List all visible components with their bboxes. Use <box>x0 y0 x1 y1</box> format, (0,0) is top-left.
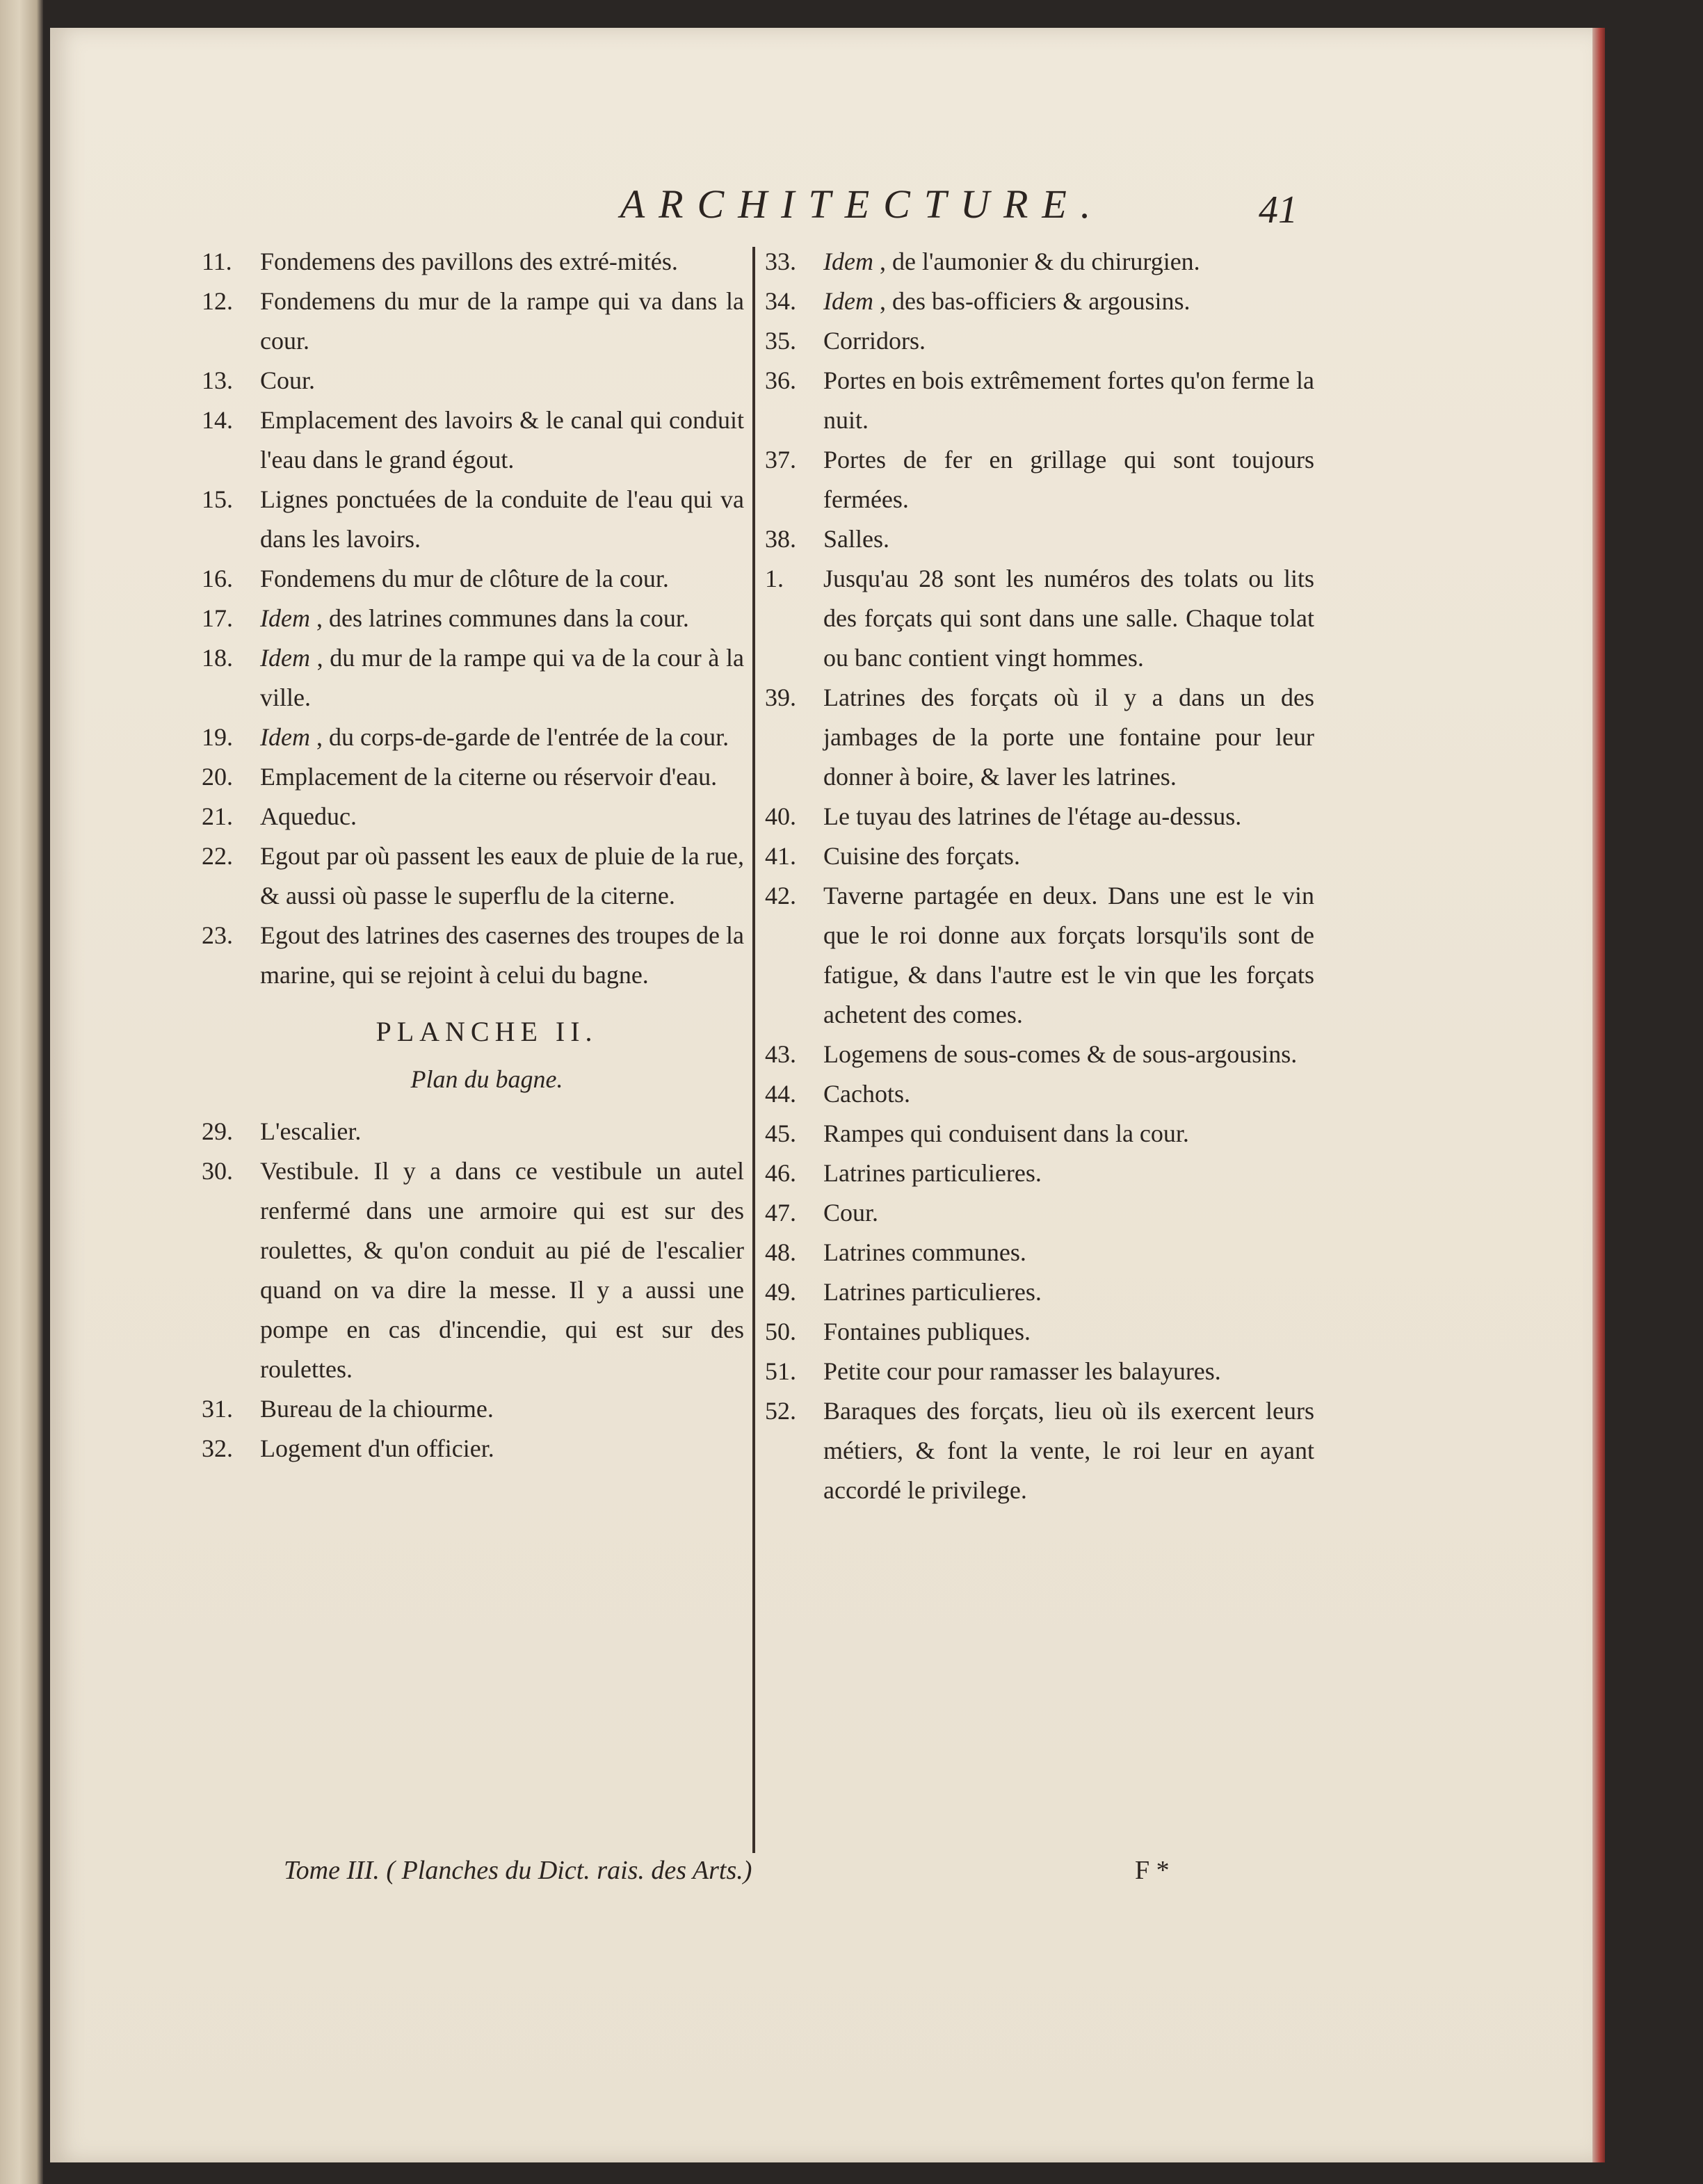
item-body: Fondemens des pavillons des extré-mités. <box>260 248 678 275</box>
list-item <box>202 1112 744 1151</box>
item-body: Latrines particulieres. <box>823 1159 1042 1187</box>
item-number: 39. <box>765 683 796 711</box>
item-number: 19. <box>202 723 233 751</box>
item-number: 46. <box>765 1159 796 1187</box>
list-item <box>765 321 1314 361</box>
item-text <box>260 480 744 559</box>
list-item <box>765 361 1314 440</box>
item-text <box>823 1193 1314 1233</box>
item-lead: Idem <box>823 287 873 315</box>
list-item <box>202 1151 744 1389</box>
item-body: Latrines particulieres. <box>823 1278 1042 1306</box>
item-number: 49. <box>765 1278 796 1306</box>
item-body: , des latrines communes dans la cour. <box>316 604 689 632</box>
item-body: Portes en bois extrêmement fortes qu'on ferme la nuit. <box>823 366 1314 434</box>
item-text <box>823 1074 1314 1114</box>
list-item <box>765 1391 1314 1510</box>
item-body: Petite cour pour ramasser les balayures. <box>823 1357 1221 1385</box>
item-text <box>823 559 1314 678</box>
list-item <box>765 876 1314 1035</box>
item-text <box>823 1233 1314 1272</box>
item-number: 51. <box>765 1357 796 1385</box>
item-body: Cour. <box>260 366 316 394</box>
list-item <box>202 718 744 757</box>
item-lead: Idem <box>260 723 310 751</box>
item-body: L'escalier. <box>260 1117 362 1145</box>
page-number: 41 <box>1259 188 1298 232</box>
item-number: 44. <box>765 1080 796 1108</box>
item-text <box>823 440 1314 519</box>
left-item-list <box>202 242 744 995</box>
item-number: 1. <box>765 565 784 592</box>
list-item <box>765 1114 1314 1154</box>
list-item <box>765 1233 1314 1272</box>
item-number: 31. <box>202 1395 233 1423</box>
item-body: Latrines communes. <box>823 1238 1026 1266</box>
item-text <box>823 797 1314 836</box>
left-column <box>202 242 744 1469</box>
item-text <box>260 401 744 480</box>
item-text <box>260 916 744 995</box>
item-number: 29. <box>202 1117 233 1145</box>
item-text <box>823 836 1314 876</box>
item-body: Emplacement de la citerne ou réservoir d'eau. <box>260 763 718 791</box>
item-text <box>260 1389 744 1429</box>
item-body: Bureau de la chiourme. <box>260 1395 494 1423</box>
list-item <box>202 599 744 638</box>
item-text <box>260 797 744 836</box>
item-body: Egout des latrines des casernes des troupes de la marine, qui se rejoint à celui du bagne. <box>260 921 744 989</box>
item-text <box>260 282 744 361</box>
item-text <box>823 1114 1314 1154</box>
item-text <box>823 1154 1314 1193</box>
item-number: 15. <box>202 485 233 513</box>
item-body: , du mur de la rampe qui va de la cour à la ville. <box>260 644 745 711</box>
list-item <box>765 1193 1314 1233</box>
list-item <box>765 1272 1314 1312</box>
item-number: 50. <box>765 1318 796 1345</box>
signature-mark: F * <box>1135 1856 1170 1885</box>
item-number: 33. <box>765 248 796 275</box>
item-text <box>823 1272 1314 1312</box>
item-body: Logemens de sous-comes & de sous-argousins. <box>823 1040 1298 1068</box>
list-item <box>765 282 1314 321</box>
item-number: 32. <box>202 1434 233 1462</box>
item-body: Corridors. <box>823 327 926 355</box>
list-item <box>202 797 744 836</box>
item-text <box>823 876 1314 1035</box>
list-item <box>202 1429 744 1469</box>
item-body: Taverne partagée en deux. Dans une est le vin que le roi donne aux forçats lorsqu'ils sont de fatigue, & dans l'autre est le vin que les forçats achetent des comes. <box>823 882 1314 1028</box>
item-body: Fondemens du mur de la rampe qui va dans la cour. <box>260 287 744 355</box>
list-item <box>765 1154 1314 1193</box>
item-text <box>823 519 1314 559</box>
item-body: Emplacement des lavoirs & le canal qui conduit l'eau dans le grand égout. <box>260 406 744 474</box>
list-item <box>765 836 1314 876</box>
list-item <box>202 836 744 916</box>
list-item <box>202 480 744 559</box>
right-item-list <box>765 242 1314 1510</box>
item-text <box>260 638 744 718</box>
item-text <box>823 1312 1314 1352</box>
item-body: Vestibule. Il y a dans ce vestibule un autel renfermé dans une armoire qui est sur des roulettes, & qu'on conduit au pié de l'escalier quand on va dire la messe. Il y a aussi une pompe en cas d'incendie, qui est sur des roulettes. <box>260 1157 744 1383</box>
item-number: 38. <box>765 525 796 553</box>
item-number: 37. <box>765 446 796 474</box>
list-item <box>202 757 744 797</box>
item-text <box>260 361 744 401</box>
item-number: 43. <box>765 1040 796 1068</box>
item-number: 14. <box>202 406 233 434</box>
item-number: 30. <box>202 1157 233 1185</box>
item-text <box>260 559 744 599</box>
item-number: 40. <box>765 802 796 830</box>
item-text <box>823 242 1314 282</box>
item-body: Logement d'un officier. <box>260 1434 494 1462</box>
item-text <box>260 718 744 757</box>
item-text <box>260 1151 744 1389</box>
page-header-title: ARCHITECTURE. <box>620 181 1105 227</box>
list-item <box>202 361 744 401</box>
item-body: Lignes ponctuées de la conduite de l'eau qui va dans les lavoirs. <box>260 485 744 553</box>
list-item <box>202 1389 744 1429</box>
item-body: Cachots. <box>823 1080 910 1108</box>
list-item <box>765 519 1314 559</box>
item-body: Portes de fer en grillage qui sont toujours fermées. <box>823 446 1314 513</box>
item-body: Latrines des forçats où il y a dans un des jambages de la porte une fontaine pour leur donner à boire, & laver les latrines. <box>823 683 1314 791</box>
item-number: 23. <box>202 921 233 949</box>
item-text <box>823 1035 1314 1074</box>
item-number: 41. <box>765 842 796 870</box>
item-number: 12. <box>202 287 233 315</box>
item-text <box>260 1429 744 1469</box>
item-text <box>823 361 1314 440</box>
item-number: 48. <box>765 1238 796 1266</box>
list-item <box>202 242 744 282</box>
item-body: , de l'aumonier & du chirurgien. <box>879 248 1200 275</box>
item-body: Salles. <box>823 525 889 553</box>
list-item <box>202 282 744 361</box>
item-number: 16. <box>202 565 233 592</box>
item-text <box>823 321 1314 361</box>
list-item <box>765 1312 1314 1352</box>
left-item-list-2 <box>202 1112 744 1469</box>
item-body: Jusqu'au 28 sont les numéros des tolats ou lits des forçats qui sont dans une salle. Chaque tolat ou banc contient vingt hommes. <box>823 565 1314 672</box>
list-item <box>202 638 744 718</box>
item-number: 35. <box>765 327 796 355</box>
item-body: Cour. <box>823 1199 879 1227</box>
item-number: 47. <box>765 1199 796 1227</box>
list-item <box>202 401 744 480</box>
item-lead: Idem <box>260 604 310 632</box>
list-item <box>202 916 744 995</box>
page-edge <box>1592 28 1605 2162</box>
list-item <box>202 559 744 599</box>
item-body: Fondemens du mur de clôture de la cour. <box>260 565 669 592</box>
list-item <box>765 440 1314 519</box>
item-number: 42. <box>765 882 796 909</box>
list-item <box>765 242 1314 282</box>
item-number: 17. <box>202 604 233 632</box>
item-number: 22. <box>202 842 233 870</box>
item-number: 20. <box>202 763 233 791</box>
item-lead: Idem <box>260 644 310 672</box>
item-number: 21. <box>202 802 233 830</box>
item-body: Baraques des forçats, lieu où ils exercent leurs métiers, & font la vente, le roi leur en ayant accordé le privilege. <box>823 1397 1314 1504</box>
item-text <box>260 836 744 916</box>
item-body: Egout par où passent les eaux de pluie de la rue, & aussi où passe le superflu de la citerne. <box>260 842 744 909</box>
item-lead: Idem <box>823 248 873 275</box>
item-body: Le tuyau des latrines de l'étage au-dessus. <box>823 802 1242 830</box>
item-number: 13. <box>202 366 233 394</box>
list-item <box>765 1035 1314 1074</box>
item-body: Cuisine des forçats. <box>823 842 1020 870</box>
item-number: 52. <box>765 1397 796 1425</box>
column-rule <box>752 247 755 1853</box>
item-number: 36. <box>765 366 796 394</box>
item-body: , du corps-de-garde de l'entrée de la cour. <box>316 723 729 751</box>
item-text <box>260 599 744 638</box>
item-body: Aqueduc. <box>260 802 357 830</box>
item-text <box>823 1352 1314 1391</box>
item-number: 11. <box>202 248 232 275</box>
list-item <box>765 797 1314 836</box>
plate-subtitle: Plan du bagne. <box>410 1065 563 1093</box>
item-number: 34. <box>765 287 796 315</box>
footer-text: Tome III. ( Planches du Dict. rais. des Arts.) <box>284 1856 752 1885</box>
item-body: Rampes qui conduisent dans la cour. <box>823 1119 1189 1147</box>
right-column <box>765 242 1314 1510</box>
item-number: 45. <box>765 1119 796 1147</box>
list-item <box>765 1352 1314 1391</box>
list-item <box>765 1074 1314 1114</box>
item-text <box>823 1391 1314 1510</box>
item-text <box>260 1112 744 1151</box>
item-body: Fontaines publiques. <box>823 1318 1031 1345</box>
plate-title: PLANCHE II. <box>376 1016 598 1047</box>
book-spine <box>0 0 43 2184</box>
item-text <box>260 757 744 797</box>
item-text <box>260 242 744 282</box>
item-number: 18. <box>202 644 233 672</box>
item-text <box>823 678 1314 797</box>
item-body: , des bas-officiers & argousins. <box>879 287 1191 315</box>
list-item <box>765 559 1314 678</box>
list-item <box>765 678 1314 797</box>
item-text <box>823 282 1314 321</box>
